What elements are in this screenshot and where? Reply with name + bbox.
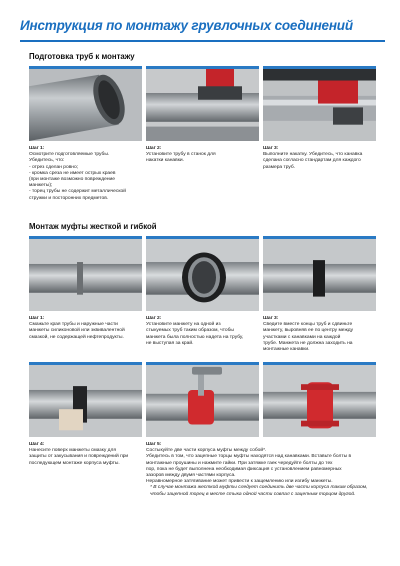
step-text: Нанесите поверх манжеты смазку для: [29, 448, 117, 454]
step-footnote: * В случае монтажа жесткой муфты следует соединить две части корпуса таким образом,: [150, 485, 368, 491]
step-text: не выступая за край.: [146, 340, 194, 346]
photo-pipe-in-machine: [146, 66, 259, 141]
page-title: Инструкция по монтажу грувлочных соединений: [20, 18, 353, 33]
section-heading-coupling: Монтаж муфты жесткой и гибкой: [29, 222, 157, 231]
photo-lubricate-over-gasket: [29, 362, 142, 437]
step-text: Выполните накатку. Убедитесь, что канавка: [263, 152, 363, 158]
step-text: накатки канавки.: [146, 158, 184, 164]
photo-inspect-pipe: [29, 66, 142, 141]
step-text: - отрез сделан ровно;: [29, 164, 79, 170]
photo-gasket-centered: [263, 236, 376, 311]
step-p3: [263, 146, 376, 171]
step-text: манжету, выровняв ее по центру между: [263, 328, 354, 334]
photo-tighten-housing: [146, 362, 259, 437]
step-text: Смажьте края трубы и наружные части: [29, 322, 118, 328]
step-text: - кромка среза не имеет острых краев: [29, 170, 116, 176]
step-m4: [29, 442, 142, 467]
photo-lubricate-gasket: [29, 236, 142, 311]
step-text: (при монтаже возможно повреждение: [29, 177, 116, 183]
step-label: Шаг 2:: [146, 146, 162, 151]
step-text: Состыкуйте две части корпуса муфты между собой*.: [146, 448, 267, 454]
photo-assembled-coupling: [263, 362, 376, 437]
step-m3: [263, 316, 376, 353]
step-text: стыкуемых труб таким образом, чтобы: [146, 328, 234, 334]
step-text: пор, пока не будет выполнена необходимая фиксация с установлением равномерных: [146, 466, 342, 472]
step-text: смазкой, не содержащей нефтепродукты.: [29, 334, 124, 340]
step-text: - торец трубы не содержит металлической: [29, 189, 126, 195]
step-text: монтажные канавки.: [263, 347, 310, 353]
step-label: Шаг 3:: [263, 316, 279, 321]
step-text: манжеты);: [29, 183, 53, 189]
step-text: монтажные проушины и нажмите гайки. При затяжке гаек чередуйте болты до тех: [146, 460, 333, 466]
step-text: защиты от закусывания и повреждений при: [29, 454, 129, 460]
step-text: манжета была полностью надета на трубу,: [146, 334, 244, 340]
step-text: последующем монтаже корпуса муфты.: [29, 460, 120, 466]
section-heading-prep: Подготовка труб к монтажу: [29, 52, 135, 61]
step-p2: [146, 146, 259, 165]
step-text: размера труб.: [263, 164, 296, 170]
title-underline: [20, 40, 385, 42]
step-text: Убедитесь, что:: [29, 158, 65, 164]
step-text: сделана согласно стандартам для каждого: [263, 158, 361, 164]
step-label: Шаг 2:: [146, 316, 162, 321]
step-text: Неравномерное затягивание может привести к защемлению или изгибу манжеты.: [146, 479, 333, 485]
photo-gasket-on-pipe: [146, 236, 259, 311]
step-text: Установите манжету на одной из: [146, 322, 221, 328]
step-text: Осмотрите подготовляемые трубы.: [29, 152, 110, 158]
step-text: стружки и посторонних предметов.: [29, 195, 109, 201]
photo-groove-rolling: [263, 66, 376, 141]
step-text: участками с канавками на каждой: [263, 334, 341, 340]
step-label: Шаг 5:: [146, 442, 162, 447]
step-text: Сведите вместе концы труб и сдвиньте: [263, 322, 353, 328]
step-label: Шаг 1:: [29, 146, 45, 151]
step-m5: [146, 442, 382, 498]
step-label: Шаг 4:: [29, 442, 45, 447]
step-label: Шаг 1:: [29, 316, 45, 321]
step-label: Шаг 3:: [263, 146, 279, 151]
step-footnote: чтобы зацепной торец в месте стыка одной части совпал с зацепным торцом другой.: [150, 491, 356, 497]
step-m1: [29, 316, 142, 341]
step-m2: [146, 316, 259, 347]
step-text: Убедитесь в том, что зацепные торцы муфты находятся над канавками. Вставьте болты в: [146, 454, 352, 460]
step-text: манжеты силиконовой или эквивалентной: [29, 328, 125, 334]
step-p1: [29, 146, 142, 202]
step-text: зазоров между двумя частями корпуса.: [146, 473, 236, 479]
step-text: трубе. Манжета не должна заходить на: [263, 340, 353, 346]
step-text: Установите трубу в станок для: [146, 152, 216, 158]
